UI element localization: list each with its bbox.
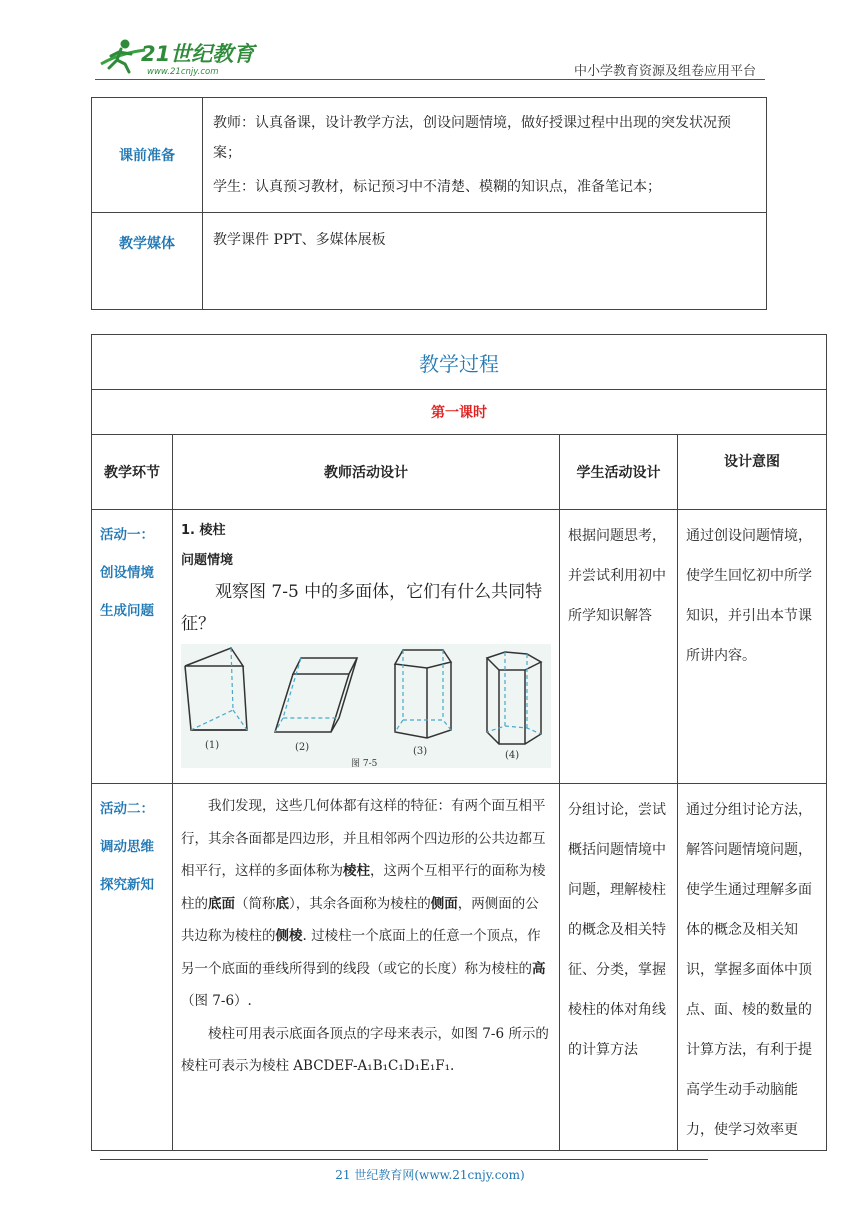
activity1-question: 观察图 7-5 中的多面体，它们有什么共同特征？ [181,582,543,634]
col-header-stage: 教学环节 [92,435,173,510]
activity1-subheading: 问题情境 [181,553,234,568]
figure-7-5 [181,644,551,772]
prep-label: 课前准备 [92,98,203,213]
activity2-line1: 活动二： [100,801,154,817]
activity1-intent: 通过创设问题情境，使学生回忆初中所学知识，并引出本节课所讲内容。 [678,510,827,784]
activity2-teacher [173,784,560,1151]
media-text: 教学课件 PPT、多媒体展板 [213,232,386,248]
activity2-line3: 探究新知 [100,877,154,893]
activity2-intent: 通过分组讨论方法，解答问题情境问题，使学生通过理解多面体的概念及相关知识，掌握多面体中顶点、面、棱的数量的计算方法，有利于提高学生动手动脑能力，使学习效率更 [678,784,827,1151]
fig-label-1: (1) [205,740,220,751]
col-header-teacher: 教师活动设计 [173,435,560,510]
activity1-student: 根据问题思考，并尝试利用初中所学知识解答 [560,510,678,784]
site-logo [95,34,265,78]
activity1-line2: 创设情境 [100,565,154,581]
col-header-intent: 设计意图 [678,435,827,510]
prep-content [203,98,767,213]
prep-table [91,97,767,310]
header-divider [95,79,765,80]
activity2-name [92,784,173,1151]
prep-student: 学生：认真预习教材，标记预习中不清楚、模糊的知识点，准备笔记本； [213,179,661,195]
col-header-student: 学生活动设计 [560,435,678,510]
activity2-student: 分组讨论，尝试概括问题情境中问题，理解棱柱的概念及相关特征、分类，掌握棱柱的体对角线的计算方法 [560,784,678,1151]
activity1-heading: 1. 棱柱 [181,523,226,538]
fig-caption: 图 7-5 [351,759,378,768]
prep-teacher: 教师：认真备课，设计教学方法，创设问题情境，做好授课过程中出现的突发状况预案； [213,115,731,161]
footer-text: 21 世纪教育网(www.21cnjy.com) [335,1168,525,1182]
activity2-para1: 我们发现，这些几何体都有这样的特征：有两个面互相平行，其余各面都是四边形，并且相邻两个四边形的公共边都互相平行，这样的多面体称为棱柱，这两个互相平行的面称为棱柱的底面（简称底），其余各面称为棱柱的侧面，两侧面的公共边称为棱柱的侧棱. 过棱柱一个底面上的任意一个顶点，作另一个底面的垂线所得到的线段（或它的长度）称为棱柱的高（图 7-6）. [181,798,546,1009]
header-platform-text: 中小学教育资源及组卷应用平台 [573,64,756,79]
footer-divider [100,1159,708,1160]
logo-text: 21世纪教育 [141,42,255,66]
fig-label-3: (3) [413,746,428,757]
activity2-para2: 棱柱可用表示底面各顶点的字母来表示，如图 7-6 所示的棱柱可表示为棱柱 ABCDEF-A₁B₁C₁D₁E₁F₁. [181,1025,549,1074]
media-content [203,213,767,310]
activity1-teacher [173,510,560,784]
fig-label-4: (4) [505,750,520,761]
process-table [91,334,827,1151]
activity1-line1: 活动一： [100,527,154,543]
activity2-line2: 调动思维 [100,839,154,855]
activity1-name [92,510,173,784]
activity1-line3: 生成问题 [100,603,154,619]
fig-label-2: (2) [295,742,310,753]
media-label: 教学媒体 [92,213,203,310]
logo-url: www.21cnjy.com [147,67,219,77]
process-title: 教学过程 [92,335,827,390]
lesson-label: 第一课时 [92,390,827,435]
